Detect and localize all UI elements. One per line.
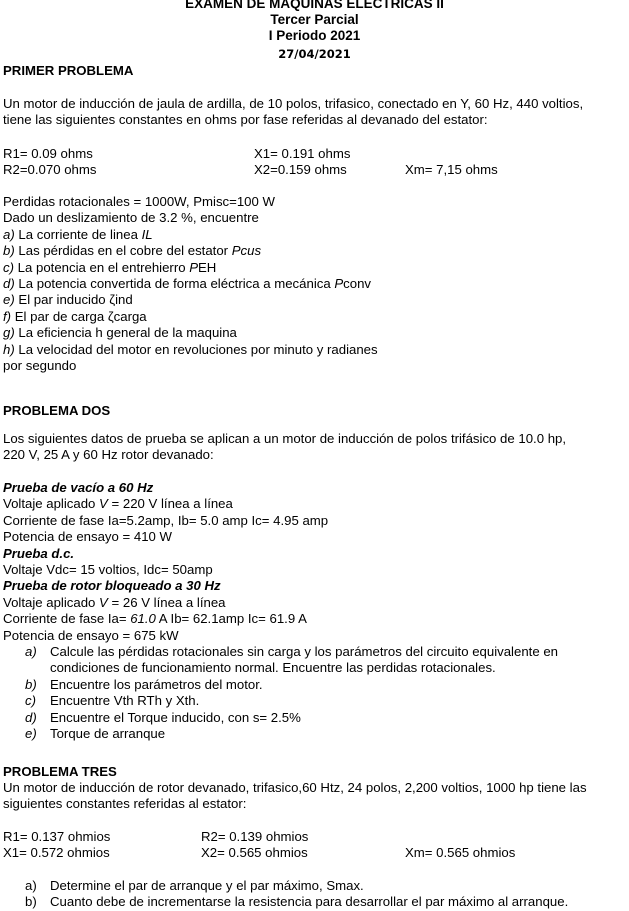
variable-text: V (99, 496, 108, 512)
no-load-test-title: Prueba de vacío a 60 Hz (3, 480, 154, 495)
r2-value: R2=0.070 ohms (3, 162, 97, 178)
constants-row (3, 162, 628, 178)
question-text: La velocidad del motor en revoluciones por minuto y radianes (14, 341, 378, 357)
question-subscript: EH (198, 259, 217, 275)
problem-3-questions (3, 878, 628, 911)
constants-row (3, 829, 628, 845)
blocked-rotor-test-title: Prueba de rotor bloqueado a 30 Hz (3, 578, 221, 594)
question-text: La potencia convertida de forma eléctrica a mecánica (14, 276, 335, 292)
question-continuation: por segundo (3, 358, 77, 374)
constants-row (3, 845, 628, 861)
intro-line: siguientes constantes referidas al estator: (3, 796, 247, 812)
r1-value: R1= 0.09 ohms (3, 146, 93, 161)
x2-value: X2=0.159 ohms (254, 162, 347, 178)
exam-period: I Periodo 2021 (268, 28, 361, 43)
exam-subtitle: Tercer Parcial (270, 12, 359, 27)
label-text: Voltaje aplicado (3, 594, 100, 610)
problem-1-intro (3, 96, 628, 129)
intro-line: tiene las siguientes constantes en ohms por fase referidas al devanado del estator: (3, 112, 488, 128)
question-letter: e) (3, 292, 15, 308)
question-item (3, 292, 628, 308)
question-item (3, 342, 628, 358)
question-letter: a) (25, 878, 37, 893)
question-item (3, 243, 628, 259)
question-list (3, 644, 628, 742)
question-text: Cuanto debe de incrementarse la resistencia para desarrollar el par máximo al arranque. (50, 894, 569, 910)
exam-title: EXAMEN DE MAQUINAS ELECTRICAS II (185, 0, 444, 11)
problem-1-heading: PRIMER PROBLEMA (3, 63, 134, 78)
question-item (3, 644, 628, 677)
question-item (3, 693, 628, 709)
question-text: Las pérdidas en el cobre del estator (14, 243, 232, 259)
question-item (3, 260, 628, 276)
problem-2-test-data (3, 480, 628, 743)
question-letter: f) (3, 308, 12, 324)
question-letter: e) (25, 726, 37, 742)
question-text: La eficiencia h general de la maquina (14, 325, 237, 341)
question-text: El par de carga ζcarga (11, 308, 147, 324)
question-text: Encuentre Vth RTh y Xth. (50, 693, 200, 709)
exam-date: 27/04/2021 (278, 47, 351, 61)
r2-value: R2= 0.139 ohmios (201, 829, 309, 844)
no-load-power: Potencia de ensayo = 410 W (3, 529, 172, 545)
question-item (3, 276, 628, 292)
question-letter: a) (3, 226, 15, 242)
question-text: condiciones de funcionamiento normal. Encuentre las perdidas rotacionales. (50, 660, 496, 676)
problem-2-heading: PROBLEMA DOS (3, 403, 111, 418)
question-variable: Pcus (231, 243, 262, 259)
question-item (3, 894, 628, 910)
label-text: Corriente de fase Ia= (3, 611, 131, 627)
constants-row (3, 146, 628, 162)
x1-value: X1= 0.572 ohmios (3, 845, 110, 861)
value-text: = 26 V línea a línea (107, 594, 226, 610)
blocked-rotor-current (3, 611, 628, 627)
question-subscript: conv (343, 276, 371, 292)
question-letter: a) (25, 644, 37, 660)
question-letter: g) (3, 325, 15, 341)
dc-test-title: Prueba d.c. (3, 545, 75, 561)
question-text: Encuentre el Torque inducido, con s= 2.5% (50, 709, 301, 725)
intro-line: 220 V, 25 A y 60 Hz rotor devanado: (3, 447, 214, 463)
problem-2-intro (3, 431, 628, 464)
question-item (3, 227, 628, 243)
question-letter: b) (25, 894, 37, 910)
rotational-losses: Perdidas rotacionales = 1000W, Pmisc=100 W (3, 194, 275, 209)
problem-1-questions (3, 194, 628, 374)
question-letter: b) (25, 676, 37, 692)
question-text: La potencia en el entrehierro (14, 259, 190, 275)
question-item (3, 325, 628, 341)
question-letter: d) (25, 709, 37, 725)
question-item (3, 309, 628, 325)
problem-3-intro (3, 780, 628, 813)
problem-3-constants (3, 829, 628, 862)
question-letter: h) (3, 341, 15, 357)
question-text: El par inducido ζind (14, 292, 133, 308)
blocked-rotor-voltage (3, 595, 628, 611)
no-load-voltage (3, 496, 628, 512)
variable-text: V (99, 594, 108, 610)
xm-value: Xm= 7,15 ohms (405, 162, 498, 178)
question-letter: c) (3, 259, 14, 275)
question-item (3, 710, 628, 726)
variable-text: 61.0 (130, 611, 156, 627)
question-letter: b) (3, 243, 15, 259)
slip-statement: Dado un deslizamiento de 3.2 %, encuentre (3, 210, 259, 226)
question-item (3, 878, 628, 894)
question-letter: c) (25, 693, 36, 709)
intro-line: Un motor de inducción de rotor devanado, trifasico,60 Htz, 24 polos, 2,200 voltios, 1000 hp tiene las (3, 780, 587, 795)
question-variable: P (334, 276, 344, 292)
question-variable: P (189, 259, 199, 275)
question-item (3, 677, 628, 693)
x2-value: X2= 0.565 ohmios (201, 845, 308, 861)
value-text: A Ib= 62.1amp Ic= 61.9 A (155, 611, 307, 627)
xm-value: Xm= 0.565 ohmios (405, 845, 516, 861)
question-item (3, 726, 628, 742)
no-load-current: Corriente de fase Ia=5.2amp, Ib= 5.0 amp Ic= 4.95 amp (3, 512, 329, 528)
x1-value: X1= 0.191 ohms (254, 146, 351, 161)
label-text: Voltaje aplicado (3, 496, 100, 512)
question-text: Determine el par de arranque y el par máximo, Smax. (50, 878, 364, 893)
r1-value: R1= 0.137 ohmios (3, 829, 111, 844)
question-list (3, 878, 628, 911)
intro-line: Un motor de inducción de jaula de ardilla, de 10 polos, trifasico, conectado en Y, 60 Hz, 440 voltios, (3, 96, 584, 111)
question-text: Calcule las pérdidas rotacionales sin carga y los parámetros del circuito equivalente en (50, 644, 558, 660)
question-variable: IL (141, 226, 153, 242)
problem-3-heading: PROBLEMA TRES (3, 764, 117, 779)
blocked-rotor-power: Potencia de ensayo = 675 kW (3, 627, 179, 643)
intro-line: Los siguientes datos de prueba se aplican a un motor de inducción de polos trifásico de 10.0 hp, (3, 431, 567, 446)
question-text: La corriente de linea (14, 226, 142, 242)
value-text: = 220 V línea a línea (107, 496, 233, 512)
question-list (3, 227, 628, 358)
question-text: Torque de arranque (50, 726, 166, 742)
dc-test-values: Voltaje Vdc= 15 voltios, Idc= 50amp (3, 562, 213, 578)
problem-1-constants (3, 146, 628, 179)
question-text: Encuentre los parámetros del motor. (50, 676, 263, 692)
question-letter: d) (3, 276, 15, 292)
